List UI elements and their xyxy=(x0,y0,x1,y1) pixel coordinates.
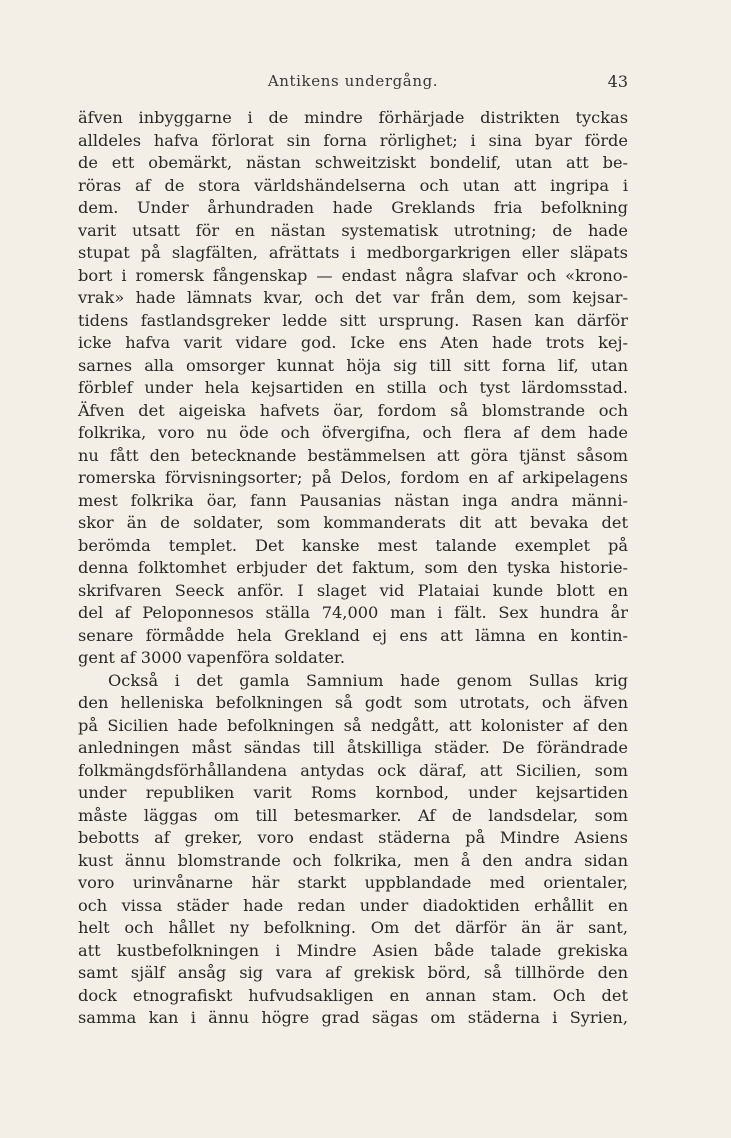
text-line: anledningen måst sändas till åtskilliga städer. De förändrade xyxy=(78,738,628,757)
text-line: dem. Under århundraden hade Greklands fria befolkning xyxy=(78,198,628,217)
page-number: 43 xyxy=(607,72,628,91)
body-text xyxy=(78,107,628,1030)
text-line: denna folktomhet erbjuder det faktum, som den tyska historie- xyxy=(78,558,628,577)
text-line: bort i romersk fångenskap — endast några slafvar och «krono- xyxy=(78,265,628,285)
text-line: berömda templet. Det kanske mest talande exemplet på xyxy=(78,535,628,555)
text-line: stupat på slagfälten, afrättats i medborgarkrigen eller släpats xyxy=(78,243,628,262)
text-line: den helleniska befolkningen så godt som utrotats, och äfven xyxy=(78,693,628,712)
text-line: samma kan i ännu högre grad sägas om städerna i Syrien, xyxy=(78,1008,628,1027)
text-line: skor än de soldater, som kommanderats dit att bevaka det xyxy=(78,513,628,532)
text-line: Äfven det aigeiska hafvets öar, fordom så blomstrande och xyxy=(78,400,628,420)
text-line: att kustbefolkningen i Mindre Asien både talade grekiska xyxy=(78,940,628,960)
running-head xyxy=(78,72,628,94)
text-line: måste läggas om till betesmarker. Af de landsdelar, som xyxy=(78,805,628,825)
text-line: Också i det gamla Samnium hade genom Sullas krig xyxy=(108,670,628,690)
text-line: alldeles hafva förlorat sin forna rörlighet; i sina byar förde xyxy=(78,130,628,150)
text-line: bebotts af greker, voro endast städerna på Mindre Asiens xyxy=(78,828,628,847)
text-line: under republiken varit Roms kornbod, under kejsartiden xyxy=(78,783,628,802)
text-line: senare förmådde hela Grekland ej ens att lämna en kontin- xyxy=(78,625,628,645)
text-line: äfven inbyggarne i de mindre förhärjade distrikten tyckas xyxy=(78,108,628,127)
text-line: mest folkrika öar, fann Pausanias nästan inga andra männi- xyxy=(78,490,628,510)
text-line: på Sicilien hade befolkningen så nedgått, att kolonister af den xyxy=(78,715,628,735)
running-title: Antikens undergång. xyxy=(267,72,439,90)
text-line: röras af de stora världshändelserna och utan att ingripa i xyxy=(78,175,628,195)
text-line: och vissa städer hade redan under diadoktiden erhållit en xyxy=(78,895,628,915)
text-line: tidens fastlandsgreker ledde sitt ursprung. Rasen kan därför xyxy=(78,310,628,330)
text-line: dock etnografiskt hufvudsakligen en annan stam. Och det xyxy=(78,985,628,1005)
text-line: voro urinvånarne här starkt uppblandade med orientaler, xyxy=(78,873,628,892)
text-line: helt och hållet ny befolkning. Om det därför än är sant, xyxy=(78,918,628,937)
text-line: folkmängdsförhållandena antydas ock däraf, att Sicilien, som xyxy=(78,760,628,780)
text-line: förblef under hela kejsartiden en stilla och tyst lärdomsstad. xyxy=(78,378,628,397)
text-line: samt själf ansåg sig vara af grekisk börd, så tillhörde den xyxy=(78,963,628,982)
text-line: del af Peloponnesos ställa 74,000 man i fält. Sex hundra år xyxy=(78,603,628,622)
text-line: sarnes alla omsorger kunnat höja sig till sitt forna lif, utan xyxy=(78,355,628,375)
text-line: gent af 3000 vapenföra soldater. xyxy=(78,648,346,667)
text-line: kust ännu blomstrande och folkrika, men å den andra sidan xyxy=(78,850,628,870)
text-line: folkrika, voro nu öde och öfvergifna, och flera af dem hade xyxy=(78,423,628,442)
text-line: skrifvaren Seeck anför. I slaget vid Plataiai kunde blott en xyxy=(78,580,628,600)
text-line: icke hafva varit vidare god. Icke ens Aten hade trots kej- xyxy=(78,333,628,352)
text-line: varit utsatt för en nästan systematisk utrotning; de hade xyxy=(78,220,628,240)
text-line: vrak» hade lämnats kvar, och det var från dem, som kejsar- xyxy=(78,288,628,307)
text-line: nu fått den betecknande bestämmelsen att göra tjänst såsom xyxy=(78,445,628,465)
text-line: romerska förvisningsorter; på Delos, fordom en af arkipelagens xyxy=(78,468,628,487)
text-line: de ett obemärkt, nästan schweitziskt bondelif, utan att be- xyxy=(78,153,628,172)
